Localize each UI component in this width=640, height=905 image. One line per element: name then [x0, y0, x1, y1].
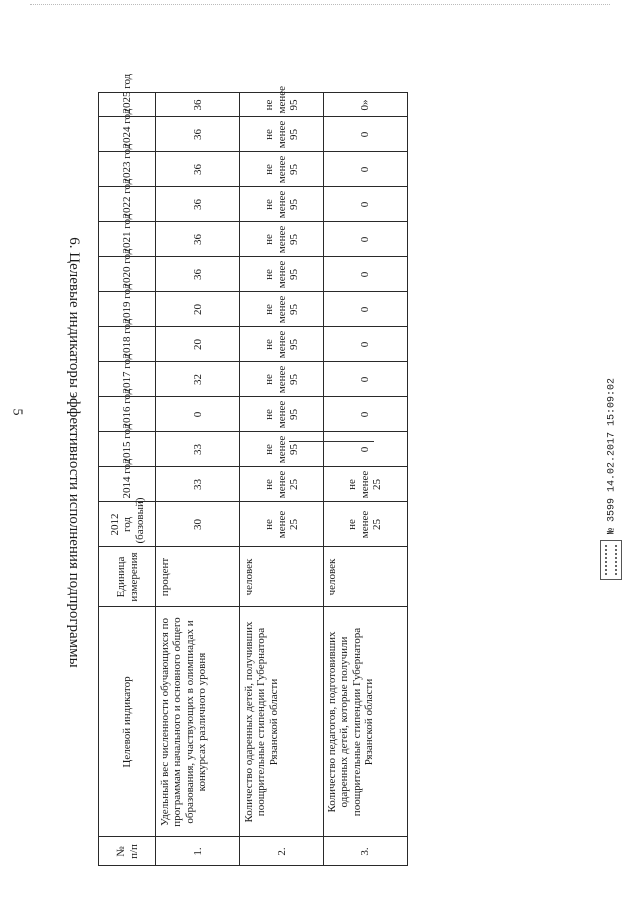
header-year: 2018 год — [99, 327, 156, 362]
cell-indicator: Удельный вес численности обучающихся по программам начального и основного общего образования, участвующих в олимпиадах и конкурсах различного уровня — [156, 607, 240, 837]
header-num: № п/п — [99, 837, 156, 866]
cell-value: 33 — [156, 432, 240, 467]
cell-unit: человек — [240, 547, 324, 607]
cell-value: 36 — [156, 152, 240, 187]
cell-value: 0 — [324, 432, 408, 467]
footer-stamp — [600, 378, 622, 580]
header-year: 2020 год — [99, 257, 156, 292]
cell-value: 0 — [324, 187, 408, 222]
cell-unit: человек — [324, 547, 408, 607]
cell-value: не менее 95 — [240, 222, 324, 257]
cell-value: 30 — [156, 502, 240, 547]
cell-value: 0 — [324, 222, 408, 257]
header-year: 2023 год — [99, 152, 156, 187]
header-year: 2024 год — [99, 117, 156, 152]
cell-value: не менее 25 — [324, 502, 408, 547]
cell-value: 0 — [324, 362, 408, 397]
table-row — [240, 93, 324, 866]
cell-num: 3. — [324, 837, 408, 866]
cell-value: 20 — [156, 327, 240, 362]
cell-value: 0 — [324, 397, 408, 432]
cell-value: не менее 25 — [324, 467, 408, 502]
cell-value: 20 — [156, 292, 240, 327]
signature-line — [289, 441, 374, 442]
header-year: 2017 год — [99, 362, 156, 397]
cell-value: 0 — [156, 397, 240, 432]
cell-value: не менее 95 — [240, 93, 324, 117]
header-year: 2021 год — [99, 222, 156, 257]
cell-value: 0 — [324, 257, 408, 292]
cell-value: не менее 95 — [240, 327, 324, 362]
cell-value: 32 — [156, 362, 240, 397]
cell-value: не менее 95 — [240, 257, 324, 292]
cell-value: 33 — [156, 467, 240, 502]
cell-num: 2. — [240, 837, 324, 866]
cell-value: 36 — [156, 187, 240, 222]
cell-value: 36 — [156, 93, 240, 117]
table-row — [156, 93, 240, 866]
indicators-table — [98, 73, 408, 866]
cell-value: 0 — [324, 327, 408, 362]
header-indicator: Целевой индикатор — [99, 607, 156, 837]
header-year: 2022 год — [99, 187, 156, 222]
cell-value: не менее 95 — [240, 397, 324, 432]
header-year: 2015 год — [99, 432, 156, 467]
header-year: 2016 год — [99, 397, 156, 432]
cell-num: 1. — [156, 837, 240, 866]
cell-value: не менее 25 — [240, 502, 324, 547]
cell-value: не менее 25 — [240, 467, 324, 502]
cell-value: не менее 95 — [240, 362, 324, 397]
table-row — [324, 93, 408, 866]
registration-stamp: № 3599 14.02.2017 15:09:02 — [606, 377, 618, 534]
cell-value: не менее 95 — [240, 432, 324, 467]
cell-value: 0 — [324, 292, 408, 327]
header-year: 2025 год — [99, 93, 156, 117]
registry-logo-icon — [600, 540, 622, 580]
header-unit: Единица измерения — [99, 547, 156, 607]
section-title: 6. Целевые индикаторы эффективности исполнения подпрограммы — [66, 237, 82, 668]
cell-value: 36 — [156, 222, 240, 257]
cell-value: не менее 95 — [240, 117, 324, 152]
header-year: 2012 год (базовый) — [99, 502, 156, 547]
header-year: 2019 год — [99, 292, 156, 327]
cell-value: 36 — [156, 117, 240, 152]
cell-value: не менее 95 — [240, 292, 324, 327]
cell-value: 0» — [324, 93, 408, 117]
cell-indicator: Количество педагогов, подготовивших одаренных детей, которые получили поощрительные стипендии Губернатора Рязанской области — [324, 607, 408, 837]
header-year: 2014 год — [99, 467, 156, 502]
table-header-row — [99, 93, 156, 866]
cell-value: 36 — [156, 257, 240, 292]
cell-value: 0 — [324, 117, 408, 152]
cell-value: не менее 95 — [240, 187, 324, 222]
cell-unit: процент — [156, 547, 240, 607]
cell-indicator: Количество одаренных детей, получивших поощрительные стипендии Губернатора Рязанской области — [240, 607, 324, 837]
page-number: 5 — [9, 408, 25, 416]
cell-value: 0 — [324, 152, 408, 187]
cell-value: не менее 95 — [240, 152, 324, 187]
